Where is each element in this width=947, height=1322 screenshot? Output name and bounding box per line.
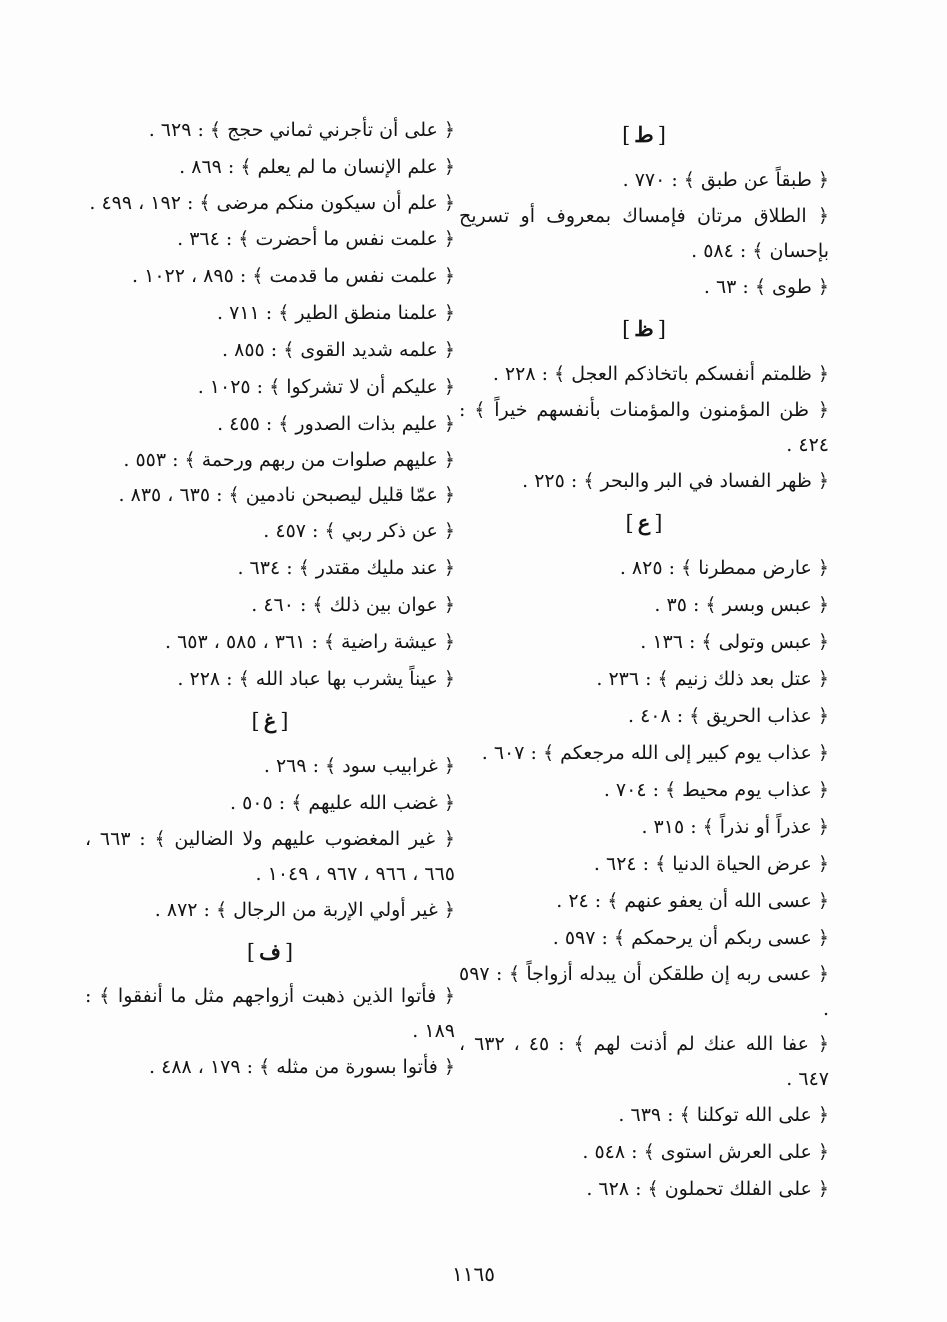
index-entry: ﴿ ظهر الفساد في البر والبحر ﴾ : ٢٢٥ . — [522, 470, 829, 492]
index-entry: ﴿ على الله توكلنا ﴾ : ٦٣٩ . — [618, 1104, 829, 1126]
index-entry: ﴿ عفا الله عنك لم أذنت لهم ﴾ : ٤٥ ، ٦٣٢ ، ٦٤٧ . — [459, 1033, 829, 1090]
section-heading-letter: [ع] — [625, 510, 663, 535]
section-letter: ف — [259, 939, 281, 964]
index-entry: ﴿ غضب الله عليهم ﴾ : ٥٠٥ . — [230, 792, 455, 814]
index-entry: ﴿ علمه شديد القوى ﴾ : ٨٥٥ . — [222, 339, 455, 361]
index-entry: ﴿ عن ذكر ربي ﴾ : ٤٥٧ . — [263, 520, 455, 542]
index-entry: ﴿ عوان بين ذلك ﴾ : ٤٦٠ . — [251, 594, 455, 616]
index-entry: ﴿ علمنا منطق الطير ﴾ : ٧١١ . — [217, 302, 455, 324]
section-heading-letter: [ف] — [246, 939, 294, 964]
index-entry: ﴿ عذاب يوم محيط ﴾ : ٧٠٤ . — [603, 779, 829, 801]
index-entry: ﴿ غير أولي الإربة من الرجال ﴾ : ٨٧٢ . — [154, 899, 455, 921]
index-entry: ﴿ عارض ممطرنا ﴾ : ٨٢٥ . — [619, 557, 829, 579]
index-column-left — [85, 112, 455, 1086]
section-letter: ط — [634, 122, 654, 147]
page-number: ١١٦٥ — [452, 1262, 495, 1286]
index-entry: ﴿ عيناً يشرب بها عباد الله ﴾ : ٢٢٨ . — [177, 668, 455, 690]
index-entry: ﴿ الطلاق مرتان فإمساك بمعروف أو تسريح بإحسان ﴾ : ٥٨٤ . — [459, 205, 829, 262]
index-entry: ﴿ طبقاً عن طبق ﴾ : ٧٧٠ . — [622, 169, 829, 191]
index-entry: ﴿ ظن المؤمنون والمؤمنات بأنفسهم خيراً ﴾ : ٤٢٤ . — [459, 399, 829, 456]
index-entry: ﴿ علمت نفس ما أحضرت ﴾ : ٣٦٤ . — [177, 228, 455, 250]
index-entry: ﴿ عسى ربه إن طلقكن أن يبدله أزواجاً ﴾ : ٥٩٧ . — [459, 963, 829, 1020]
index-entry: ﴿ على الفلك تحملون ﴾ : ٦٢٨ . — [586, 1178, 829, 1200]
index-entry: ﴿ غير المغضوب عليهم ولا الضالين ﴾ : ٦٦٣ ، ٦٦٥ ، ٩٦٦ ، ٩٦٧ ، ١٠٤٩ . — [85, 828, 455, 885]
index-entry: ﴿ علم أن سيكون منكم مرضى ﴾ : ١٩٢ ، ٤٩٩ . — [89, 192, 455, 214]
section-heading-letter: [ط] — [622, 122, 666, 147]
index-entry: ﴿ طوى ﴾ : ٦٣ . — [703, 276, 829, 298]
section-letter: ظ — [634, 316, 654, 341]
section-letter: غ — [263, 708, 277, 733]
index-entry: ﴿ عتل بعد ذلك زنيم ﴾ : ٢٣٦ . — [596, 668, 829, 690]
index-entry: ﴿ فأتوا بسورة من مثله ﴾ : ١٧٩ ، ٤٨٨ . — [149, 1056, 455, 1078]
index-entry: ﴿ عليهم صلوات من ربهم ورحمة ﴾ : ٥٥٣ . — [123, 449, 455, 471]
section-heading-letter: [غ] — [251, 708, 289, 733]
index-entry: ﴿ عند مليك مقتدر ﴾ : ٦٣٤ . — [237, 557, 455, 579]
index-entry: ﴿ عرض الحياة الدنيا ﴾ : ٦٢٤ . — [593, 853, 829, 875]
index-entry: ﴿ عسى الله أن يعفو عنهم ﴾ : ٢٤ . — [556, 890, 829, 912]
index-entry: ﴿ غرابيب سود ﴾ : ٢٦٩ . — [263, 755, 455, 777]
index-column-right — [459, 112, 829, 1208]
index-entry: ﴿ عليكم أن لا تشركوا ﴾ : ١٠٢٥ . — [197, 376, 455, 398]
index-entry: ﴿ عذاب الحريق ﴾ : ٤٠٨ . — [627, 705, 829, 727]
index-entry: ﴿ فأتوا الذين ذهبت أزواجهم مثل ما أنفقوا ﴾ : ١٨٩ . — [85, 985, 455, 1042]
index-entry: ﴿ على أن تأجرني ثماني حجج ﴾ : ٦٢٩ . — [148, 119, 455, 141]
index-entry: ﴿ علم الإنسان ما لم يعلم ﴾ : ٨٦٩ . — [179, 156, 455, 178]
index-entry: ﴿ ظلمتم أنفسكم باتخاذكم العجل ﴾ : ٢٢٨ . — [492, 363, 829, 385]
index-entry: ﴿ عيشة راضية ﴾ : ٣٦١ ، ٥٨٥ ، ٦٥٣ . — [165, 631, 455, 653]
section-heading-letter: [ظ] — [622, 316, 666, 341]
index-entry: ﴿ عبس وتولى ﴾ : ١٣٦ . — [640, 631, 829, 653]
index-entry: ﴿ عليم بذات الصدور ﴾ : ٤٥٥ . — [217, 413, 455, 435]
section-letter: ع — [637, 510, 651, 535]
index-entry: ﴿ عبس وبسر ﴾ : ٣٥ . — [654, 594, 829, 616]
index-entry: ﴿ علمت نفس ما قدمت ﴾ : ٨٩٥ ، ١٠٢٢ . — [132, 265, 455, 287]
index-entry: ﴿ على العرش استوى ﴾ : ٥٤٨ . — [582, 1141, 829, 1163]
index-entry: ﴿ عسى ربكم أن يرحمكم ﴾ : ٥٩٧ . — [552, 927, 829, 949]
index-entry: ﴿ عذاب يوم كبير إلى الله مرجعكم ﴾ : ٦٠٧ . — [481, 742, 829, 764]
index-entry: ﴿ عذراً أو نذراً ﴾ : ٣١٥ . — [641, 816, 829, 838]
index-entry: ﴿ عمّا قليل ليصبحن نادمين ﴾ : ٦٣٥ ، ٨٣٥ . — [118, 484, 455, 506]
